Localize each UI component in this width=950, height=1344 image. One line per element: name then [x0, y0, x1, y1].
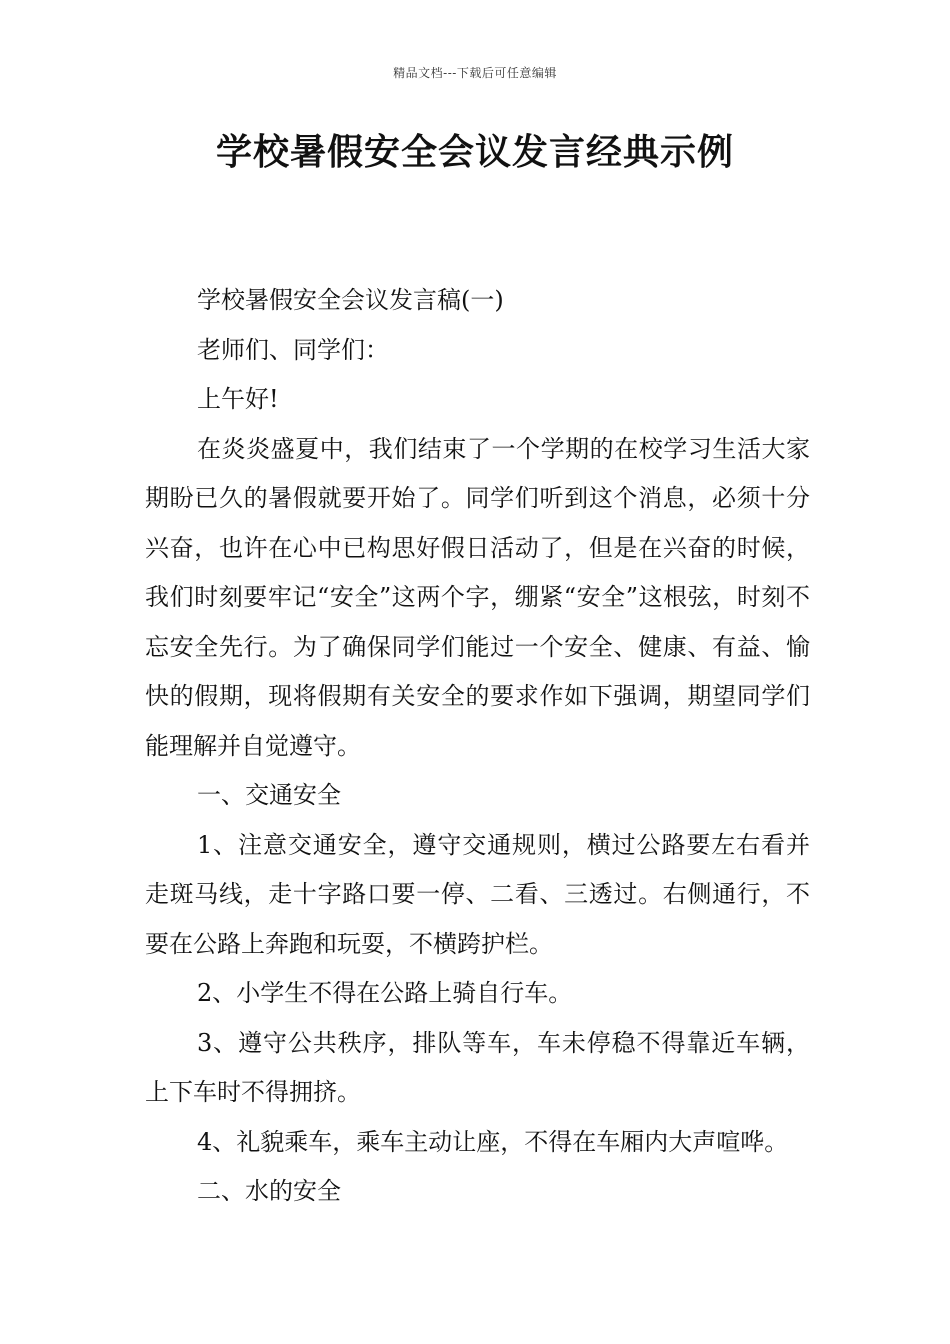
document-body: [145, 276, 810, 1217]
paragraph-greeting: 上午好!: [197, 385, 279, 413]
document-title: 学校暑假安全会议发言经典示例: [215, 132, 734, 173]
paragraph-item: 1、注意交通安全，遵守交通规则，横过公路要左右看并走斑马线，走十字路口要一停、二看、三透过。右侧通行，不要在公路上奔跑和玩耍，不横跨护栏。: [145, 830, 810, 958]
paragraph-item: 2、小学生不得在公路上骑自行车。: [197, 979, 573, 1007]
paragraph-subtitle: 学校暑假安全会议发言稿(一): [197, 286, 504, 314]
section-heading-water: 二、水的安全: [197, 1177, 341, 1205]
section-heading-traffic: 一、交通安全: [197, 781, 341, 809]
paragraph-item: 4、礼貌乘车，乘车主动让座，不得在车厢内大声喧哗。: [197, 1127, 789, 1156]
paragraph-salutation: 老师们、同学们：: [197, 335, 389, 364]
paragraph-item: 3、遵守公共秩序，排队等车，车未停稳不得靠近车辆，上下车时不得拥挤。: [145, 1028, 810, 1106]
header-note: 精品文档---下载后可任意编辑: [393, 66, 557, 80]
paragraph-intro: 在炎炎盛夏中，我们结束了一个学期的在校学习生活大家期盼已久的暑假就要开始了。同学们听到这个消息，必须十分兴奋，也许在心中已构思好假日活动了，但是在兴奋的时候，我们时刻要牢记“安全”这两个字，绷紧“安全”这根弦，时刻不忘安全先行。为了确保同学们能过一个安全、健康、有益、愉快的假期，现将假期有关安全的要求作如下强调，期望同学们能理解并自觉遵守。: [145, 434, 810, 760]
